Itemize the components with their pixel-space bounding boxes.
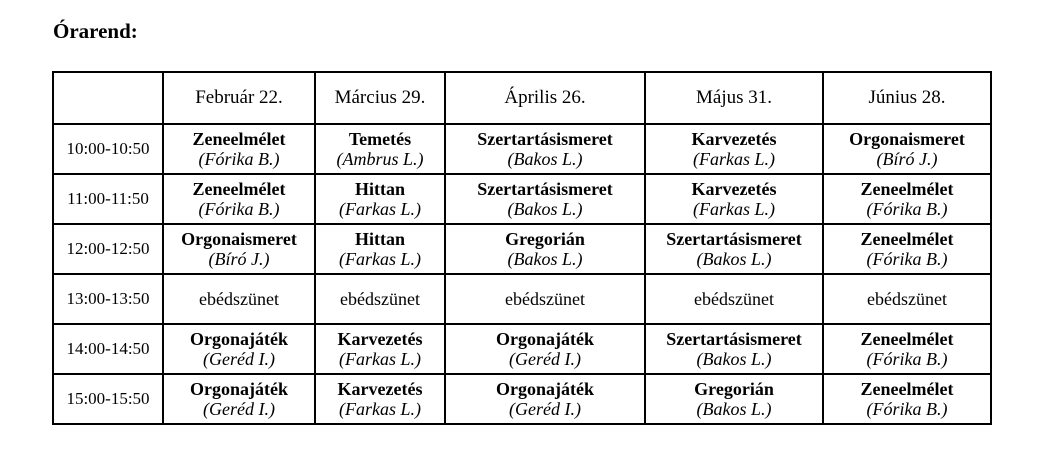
- lesson-cell: [645, 324, 823, 374]
- table-row: [53, 274, 991, 324]
- page-title: Órarend:: [53, 19, 138, 43]
- teacher-name: (Bakos L.): [507, 149, 583, 169]
- schedule-body: [53, 72, 991, 424]
- subject-name: Karvezetés: [691, 178, 777, 199]
- teacher-name: (Fórika B.): [866, 399, 948, 419]
- time-slot: 11:00-11:50: [53, 174, 163, 224]
- lesson-cell: [163, 274, 315, 324]
- lesson-cell: [645, 274, 823, 324]
- teacher-name: (Fórika B.): [198, 199, 280, 219]
- subject-name: Karvezetés: [337, 328, 423, 349]
- break-label: ebédszünet: [340, 288, 420, 309]
- teacher-name: (Fórika B.): [198, 149, 280, 169]
- teacher-name: (Bakos L.): [696, 349, 772, 369]
- teacher-name: (Geréd I.): [203, 349, 275, 369]
- break-label: ebédszünet: [694, 288, 774, 309]
- subject-name: Szertartásismeret: [477, 178, 613, 199]
- subject-name: Karvezetés: [691, 128, 777, 149]
- teacher-name: (Fórika B.): [866, 199, 948, 219]
- lesson-cell: [163, 124, 315, 174]
- lesson-cell: [445, 124, 645, 174]
- lesson-cell: [823, 274, 991, 324]
- subject-name: Zeneelmélet: [860, 378, 954, 399]
- subject-name: Temetés: [348, 128, 412, 149]
- lesson-cell: [163, 324, 315, 374]
- date-header: Május 31.: [645, 72, 823, 124]
- break-label: ebédszünet: [199, 288, 279, 309]
- date-header: Március 29.: [315, 72, 445, 124]
- lesson-cell: [645, 174, 823, 224]
- lesson-cell: [315, 124, 445, 174]
- subject-name: Zeneelmélet: [860, 328, 954, 349]
- lesson-cell: [445, 374, 645, 424]
- date-header: Április 26.: [445, 72, 645, 124]
- table-row: [53, 174, 991, 224]
- subject-name: Orgonajáték: [496, 378, 594, 399]
- teacher-name: (Farkas L.): [339, 249, 421, 269]
- lesson-cell: [163, 374, 315, 424]
- table-row: [53, 224, 991, 274]
- teacher-name: (Fórika B.): [866, 349, 948, 369]
- teacher-name: (Farkas L.): [339, 399, 421, 419]
- teacher-name: (Farkas L.): [339, 199, 421, 219]
- teacher-name: (Bakos L.): [507, 249, 583, 269]
- time-slot: 13:00-13:50: [53, 274, 163, 324]
- teacher-name: (Farkas L.): [693, 199, 775, 219]
- teacher-name: (Bakos L.): [696, 249, 772, 269]
- table-row: [53, 374, 991, 424]
- subject-name: Orgonajáték: [496, 328, 594, 349]
- subject-name: Szertartásismeret: [666, 328, 802, 349]
- lesson-cell: [315, 274, 445, 324]
- teacher-name: (Bíró J.): [208, 249, 270, 269]
- teacher-name: (Bakos L.): [696, 399, 772, 419]
- lesson-cell: [315, 224, 445, 274]
- time-slot: 10:00-10:50: [53, 124, 163, 174]
- lesson-cell: [445, 224, 645, 274]
- time-slot: 15:00-15:50: [53, 374, 163, 424]
- subject-name: Szertartásismeret: [477, 128, 613, 149]
- lesson-cell: [315, 174, 445, 224]
- date-header: Február 22.: [163, 72, 315, 124]
- lesson-cell: [315, 374, 445, 424]
- lesson-cell: [445, 274, 645, 324]
- lesson-cell: [823, 124, 991, 174]
- subject-name: Zeneelmélet: [860, 178, 954, 199]
- subject-name: Szertartásismeret: [666, 228, 802, 249]
- lesson-cell: [445, 324, 645, 374]
- lesson-cell: [445, 174, 645, 224]
- teacher-name: (Farkas L.): [693, 149, 775, 169]
- break-label: ebédszünet: [867, 288, 947, 309]
- teacher-name: (Bíró J.): [876, 149, 938, 169]
- date-header: Június 28.: [823, 72, 991, 124]
- corner-cell: [53, 72, 163, 124]
- subject-name: Zeneelmélet: [192, 178, 286, 199]
- subject-name: Orgonaismeret: [849, 128, 965, 149]
- teacher-name: (Fórika B.): [866, 249, 948, 269]
- lesson-cell: [315, 324, 445, 374]
- table-row: [53, 324, 991, 374]
- subject-name: Gregorián: [505, 228, 585, 249]
- table-row: [53, 124, 991, 174]
- teacher-name: (Geréd I.): [509, 399, 581, 419]
- break-label: ebédszünet: [505, 288, 585, 309]
- teacher-name: (Ambrus L.): [336, 149, 424, 169]
- subject-name: Zeneelmélet: [192, 128, 286, 149]
- subject-name: Orgonaismeret: [181, 228, 297, 249]
- time-slot: 12:00-12:50: [53, 224, 163, 274]
- lesson-cell: [645, 224, 823, 274]
- header-row: [53, 72, 991, 124]
- teacher-name: (Geréd I.): [203, 399, 275, 419]
- subject-name: Orgonajáték: [190, 378, 288, 399]
- subject-name: Gregorián: [694, 378, 774, 399]
- lesson-cell: [823, 174, 991, 224]
- lesson-cell: [823, 324, 991, 374]
- time-slot: 14:00-14:50: [53, 324, 163, 374]
- schedule-table: [52, 71, 992, 425]
- lesson-cell: [163, 174, 315, 224]
- lesson-cell: [645, 374, 823, 424]
- subject-name: Hittan: [354, 228, 405, 249]
- lesson-cell: [823, 374, 991, 424]
- lesson-cell: [645, 124, 823, 174]
- subject-name: Orgonajáték: [190, 328, 288, 349]
- lesson-cell: [823, 224, 991, 274]
- lesson-cell: [163, 224, 315, 274]
- subject-name: Karvezetés: [337, 378, 423, 399]
- teacher-name: (Farkas L.): [339, 349, 421, 369]
- teacher-name: (Geréd I.): [509, 349, 581, 369]
- subject-name: Hittan: [354, 178, 405, 199]
- teacher-name: (Bakos L.): [507, 199, 583, 219]
- subject-name: Zeneelmélet: [860, 228, 954, 249]
